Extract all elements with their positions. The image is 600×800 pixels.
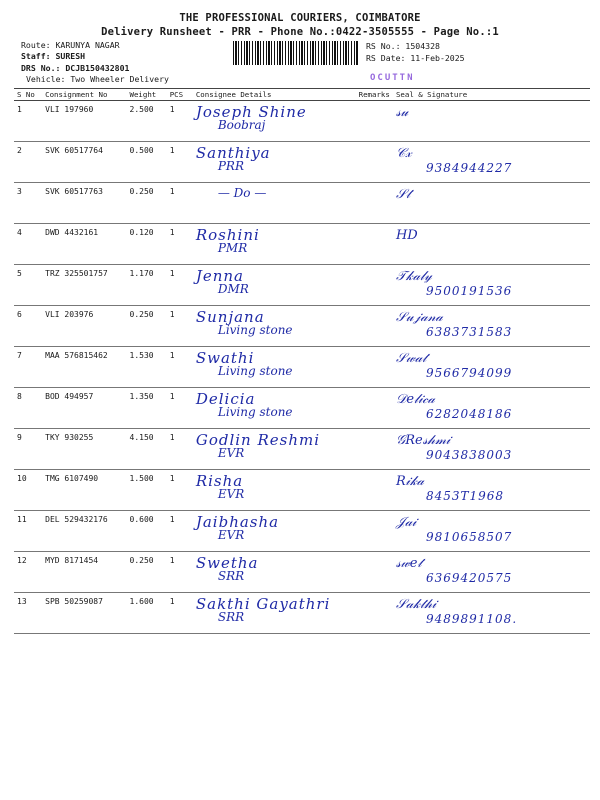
pieces-count: 1 [167,429,193,470]
consignee-name: Sakthi Gayathri [195,595,331,613]
runsheet-table [14,88,590,634]
weight-value: 1.500 [127,470,167,511]
consignment-number: SPB 50259087 [42,593,126,634]
consignee-area: EVR [217,528,245,542]
seal-signature [393,306,590,347]
consignee-name: Santhiya [195,144,271,162]
weight-value: 0.500 [127,142,167,183]
barcode-image [233,41,359,65]
consignment-number: SVK 60517763 [42,183,126,224]
table-row [14,142,590,183]
col-remarks: Remarks [356,89,393,101]
consignee-area: Boobraj [217,118,266,132]
weight-value: 2.500 [127,101,167,142]
vehicle-label: Vehicle: Two Wheeler Delivery [26,74,169,84]
seal-signature [393,347,590,388]
signature-scrawl: 𝒮𝓊𝒿𝒶𝓃𝒶 [395,310,443,325]
pieces-count: 1 [167,183,193,224]
consignee-details [193,388,356,429]
consignee-area: SRR [217,610,245,624]
weight-value: 0.250 [127,306,167,347]
remarks-cell [356,183,393,224]
consignee-details [193,306,356,347]
pieces-count: 1 [167,101,193,142]
consignment-number: DWD 4432161 [42,224,126,265]
table-row [14,470,590,511]
serial-number: 12 [14,552,42,593]
weight-value: 1.530 [127,347,167,388]
table-row [14,265,590,306]
consignee-area: EVR [217,487,245,501]
weight-value: 0.250 [127,183,167,224]
col-weight: Weight [127,89,167,101]
signature-scrawl: 𝓈𝓌𝑒𝓉 [395,556,422,571]
pieces-count: 1 [167,142,193,183]
consignee-details [193,142,356,183]
serial-number: 1 [14,101,42,142]
seal-signature [393,552,590,593]
signature-scrawl: 𝒟𝑒𝓁𝒾𝒸𝒶 [395,392,435,407]
pieces-count: 1 [167,552,193,593]
serial-number: 11 [14,511,42,552]
phone-number: 9500191536 [425,284,513,298]
phone-number: 6383731583 [425,325,513,339]
consignment-number: BOD 494957 [42,388,126,429]
consignee-name: Delicia [195,390,256,408]
signature-scrawl: 𝓈𝓊 [395,105,409,120]
phone-number: 8453T1968 [425,489,505,503]
serial-number: 13 [14,593,42,634]
signature-scrawl: HD [395,228,418,243]
consignee-area: DMR [217,282,249,296]
pieces-count: 1 [167,265,193,306]
weight-value: 1.350 [127,388,167,429]
remarks-cell [356,224,393,265]
serial-number: 5 [14,265,42,306]
signature-scrawl: 𝑅𝒾𝓀𝒶 [395,474,425,489]
consignee-details [193,470,356,511]
consignment-number: DEL 529432176 [42,511,126,552]
table-row [14,224,590,265]
table-row [14,388,590,429]
seal-signature [393,511,590,552]
consignee-name: Risha [195,472,244,490]
remarks-cell [356,306,393,347]
remarks-cell [356,470,393,511]
table-header-row [14,89,590,101]
remarks-cell [356,265,393,306]
consignment-number: TRZ 325501757 [42,265,126,306]
remarks-cell [356,142,393,183]
table-row [14,552,590,593]
consignee-area: Living stone [217,405,293,419]
remarks-cell [356,429,393,470]
signature-scrawl: 𝒢𝑅𝑒𝓈𝒽𝓂𝒾 [395,433,451,448]
signature-scrawl: 𝒞𝓍 [395,146,412,161]
consignee-area: EVR [217,446,245,460]
serial-number: 8 [14,388,42,429]
consignee-name: Swathi [195,349,255,367]
serial-number: 2 [14,142,42,183]
seal-signature [393,429,590,470]
consignee-name: Swetha [195,554,259,572]
phone-number: 9810658507 [425,530,513,544]
consignee-details [193,429,356,470]
col-pcs: PCS [167,89,193,101]
pieces-count: 1 [167,593,193,634]
col-consignment: Consignment No [42,89,126,101]
col-consignee: Consignee Details [193,89,356,101]
weight-value: 0.250 [127,552,167,593]
remarks-cell [356,101,393,142]
seal-signature [393,470,590,511]
drs-number: DRS No.: DCJB150432801 [21,63,130,73]
table-row [14,593,590,634]
consignee-details [193,265,356,306]
consignee-name: Sunjana [195,308,265,326]
weight-value: 0.600 [127,511,167,552]
phone-number: 9566794099 [425,366,513,380]
col-sno: S No [14,89,42,101]
remarks-cell [356,552,393,593]
pieces-count: 1 [167,511,193,552]
consignee-name: Jenna [195,267,244,285]
remarks-cell [356,347,393,388]
consignment-number: VLI 203976 [42,306,126,347]
weight-value: 0.120 [127,224,167,265]
consignee-name: Roshini [195,226,260,244]
seal-signature [393,183,590,224]
company-title: THE PROFESSIONAL COURIERS, COIMBATORE [179,12,421,24]
consignee-name: Joseph Shine [195,103,307,121]
weight-value: 4.150 [127,429,167,470]
delivery-stamp: OCUTTN [370,73,415,83]
consignee-details [193,101,356,142]
serial-number: 6 [14,306,42,347]
signature-scrawl: 𝒯𝓀𝒶𝓁𝓎 [395,269,432,284]
consignee-details [193,347,356,388]
consignee-area: SRR [217,569,245,583]
remarks-cell [356,511,393,552]
signature-scrawl: 𝒮𝒶𝓀𝓉𝒽𝒾 [395,597,437,612]
serial-number: 9 [14,429,42,470]
phone-number: 9489891108. [425,612,518,626]
remarks-cell [356,593,393,634]
serial-number: 7 [14,347,42,388]
consignment-number: MYD 8171454 [42,552,126,593]
remarks-cell [356,388,393,429]
seal-signature [393,101,590,142]
pieces-count: 1 [167,347,193,388]
signature-scrawl: 𝒮𝓌𝒶𝓉 [395,351,427,366]
signature-scrawl: 𝒥𝒶𝒾 [395,515,417,530]
consignee-area: PRR [217,159,244,173]
table-row [14,511,590,552]
consignee-name: Godlin Reshmi [195,431,321,449]
route-label: Route: KARUNYA NAGAR [21,40,120,50]
phone-number: 6369420575 [425,571,513,585]
signature-scrawl: 𝒮𝓉 [395,187,411,202]
pieces-count: 1 [167,306,193,347]
table-row [14,429,590,470]
pieces-count: 1 [167,470,193,511]
consignee-details [193,593,356,634]
seal-signature [393,388,590,429]
consignment-number: SVK 60517764 [42,142,126,183]
consignment-number: MAA 576815462 [42,347,126,388]
seal-signature [393,224,590,265]
serial-number: 4 [14,224,42,265]
consignee-details [193,183,356,224]
consignee-details [193,552,356,593]
consignee-details [193,511,356,552]
seal-signature [393,265,590,306]
table-row [14,306,590,347]
pieces-count: 1 [167,224,193,265]
staff-label: Staff: SURESH [21,51,86,61]
seal-signature [393,142,590,183]
serial-number: 3 [14,183,42,224]
phone-number: 9043838003 [425,448,513,462]
rs-date: RS Date: 11-Feb-2025 [366,53,465,63]
consignee-area: Living stone [217,364,293,378]
consignment-number: TKY 930255 [42,429,126,470]
table-row [14,101,590,142]
weight-value: 1.600 [127,593,167,634]
rs-number: RS No.: 1504328 [366,41,440,51]
pieces-count: 1 [167,388,193,429]
consignee-area: — Do — [217,186,267,200]
consignee-area: Living stone [217,323,293,337]
table-row [14,183,590,224]
seal-signature [393,593,590,634]
serial-number: 10 [14,470,42,511]
consignee-name: Jaibhasha [195,513,280,531]
col-signature: Seal & Signature [393,89,590,101]
weight-value: 1.170 [127,265,167,306]
consignee-area: PMR [217,241,248,255]
phone-number: 9384944227 [425,161,513,175]
runsheet-subtitle: Delivery Runsheet - PRR - Phone No.:0422-3505555 - Page No.:1 [101,26,499,38]
table-row [14,347,590,388]
consignment-number: VLI 197960 [42,101,126,142]
phone-number: 6282048186 [425,407,513,421]
consignee-details [193,224,356,265]
consignment-number: TMG 6107490 [42,470,126,511]
